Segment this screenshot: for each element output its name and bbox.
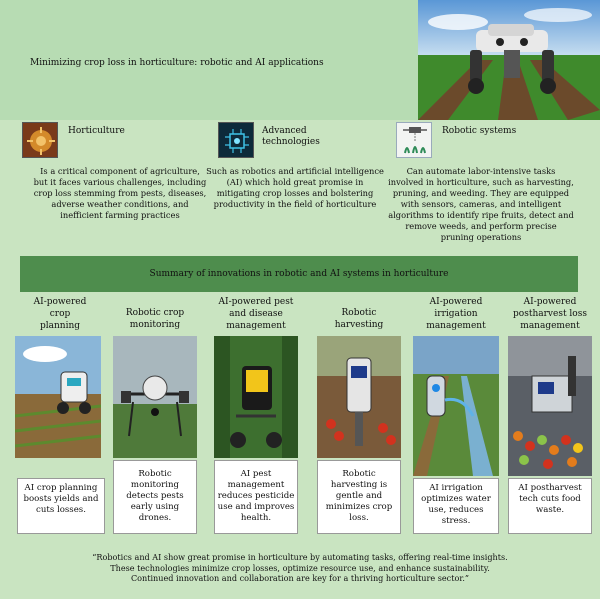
crop-planning-robot-image <box>15 336 101 458</box>
topic-description: Is a critical component of agriculture, but it faces various challenges, including crop loss stemming from pests, diseases, adverse weather conditions, and inefficient farming practices <box>33 166 207 220</box>
technology-thumbnail <box>218 122 254 158</box>
innovation-title: AI-powered pest and disease management <box>218 297 294 331</box>
innovation-caption-box: Robotic harvesting is gentle and minimizes crop loss. <box>317 460 401 534</box>
topic-description: Such as robotics and artificial intelligence (AI) which hold great promise in mitigating crop losses and bolstering productivity in the field of horticulture <box>206 166 384 209</box>
monitoring-drone-image <box>113 336 197 458</box>
innovation-caption-box: AI postharvest tech cuts food waste. <box>508 478 592 534</box>
pest-robot-image <box>214 336 298 458</box>
innovation-caption-box: AI crop planning boosts yields and cuts losses. <box>17 478 105 534</box>
summary-banner: Summary of innovations in robotic and AI systems in horticulture <box>20 256 578 292</box>
postharvest-robot-image <box>508 336 592 476</box>
quote-line: Continued innovation and collaboration are key for a thriving horticulture sector.” <box>130 573 470 583</box>
closing-quote <box>10 552 590 584</box>
innovation-title: Robotic crop monitoring <box>125 308 185 330</box>
page-title: Minimizing crop loss in horticulture: robotic and AI applications <box>30 58 324 68</box>
hero-robot-field-image <box>418 0 600 120</box>
innovation-title: AI-powered irrigation management <box>426 297 486 331</box>
innovation-title: Robotic harvesting <box>334 308 384 330</box>
innovation-caption-box: AI irrigation optimizes water use, reduces stress. <box>413 478 499 534</box>
quote-line: “Robotics and AI show great promise in horticulture by automating tasks, offering real-time insights. <box>92 552 508 562</box>
innovation-caption-box: AI pest management reduces pesticide use and improves health. <box>214 460 298 534</box>
topic-description: Can automate labor-intensive tasks involved in horticulture, such as harvesting, pruning, and weeding. They are equipped with sensors, cameras, and intelligent algorithms to identify ripe fruits, detect and remove weeds, and perform precise pruning operations <box>388 166 574 242</box>
harvesting-robot-image <box>317 336 401 458</box>
irrigation-robot-image <box>413 336 499 476</box>
topic-title: Horticulture <box>68 126 125 136</box>
innovation-title: AI-powered crop planning <box>33 297 87 331</box>
horticulture-thumbnail <box>22 122 58 158</box>
header-banner <box>0 0 600 120</box>
innovation-caption-box: Robotic monitoring detects pests early using drones. <box>113 460 197 534</box>
robotic-systems-thumbnail <box>396 122 432 158</box>
quote-line: These technologies minimize crop losses, optimize resource use, and enhance sustainability. <box>110 562 490 573</box>
topic-title: Robotic systems <box>442 126 517 136</box>
topic-title: Advanced technologies <box>262 126 320 147</box>
innovation-title: AI-powered postharvest loss management <box>513 297 587 331</box>
